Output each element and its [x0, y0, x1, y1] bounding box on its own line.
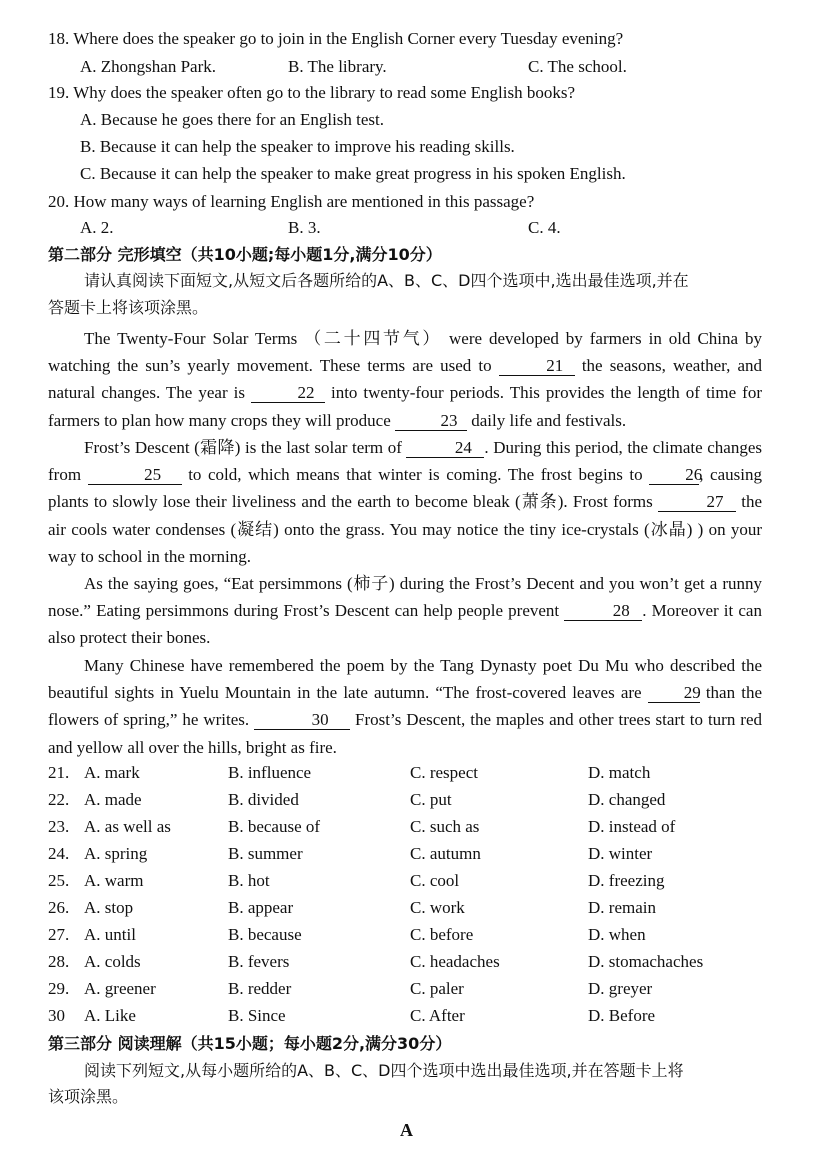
question-19-stem: 19. Why does the speaker often go to the library to read some English books?	[48, 83, 576, 102]
question-20-option-b: B. 3.	[288, 218, 321, 237]
blank-26: 26	[649, 466, 699, 485]
question-18-option-a: A. Zhongshan Park.	[80, 57, 216, 76]
passage-paragraph-2: Frost’s Descent (霜降) is the last solar term of 24 . During this period, the climate changes from 25 to cold, which means that winter is coming. The frost begins to 26, causing plants to slowly lose their liveliness and the earth to become bleak (萧条). Frost forms 27 the air cools water condenses (凝结) onto the grass. You may notice the tiny ice-crystals (冰晶) ) on your way to school in the morning.	[48, 438, 762, 566]
blank-28: 28	[564, 602, 642, 621]
question-20-option-c: C. 4.	[528, 218, 561, 237]
blank-30: 30	[254, 711, 350, 730]
question-20-option-a: A. 2.	[80, 218, 114, 237]
question-18-option-c: C. The school.	[528, 57, 627, 76]
question-18-option-b: B. The library.	[288, 57, 387, 76]
question-19-option-a: A. Because he goes there for an English test.	[80, 110, 385, 129]
question-18-stem: 18. Where does the speaker go to join in the English Corner every Tuesday evening?	[48, 29, 624, 48]
blank-21: 21	[499, 357, 575, 376]
blank-22: 22	[251, 384, 325, 403]
question-19-option-b: B. Because it can help the speaker to improve his reading skills.	[80, 137, 515, 156]
part2-instruction-line2: 答题卡上将该项涂黑。	[48, 298, 209, 317]
passage-label-a: A	[400, 1120, 413, 1140]
passage-paragraph-3: As the saying goes, “Eat persimmons (柿子) during the Frost’s Decent and you won’t get a runny nose.” Eating persimmons during Frost’s Descent can help people prevent 28 . Moreover it can also protect their bones.	[48, 574, 762, 648]
passage-paragraph-1: The Twenty-Four Solar Terms （二十四节气） were developed by farmers in old China by watching the sun’s yearly movement. These terms are used to 21 the seasons, weather, and natural changes. The year is 22 into twenty-four periods. This provides the length of time for farmers to plan how many crops they will produce 23 daily life and festivals.	[48, 329, 762, 430]
passage-paragraph-4: Many Chinese have remembered the poem by the Tang Dynasty poet Du Mu who described the beautiful sights in Yuelu Mountain in the late autumn. “The frost-covered leaves are 29 than the flowers of spring,” he writes. 30 Frost’s Descent, the maples and other trees start to turn red and yellow all over the hills, bright as fire.	[48, 656, 762, 757]
blank-25: 25	[88, 466, 182, 485]
blank-24: 24	[406, 439, 484, 458]
part3-heading: 第三部分 阅读理解（共15小题；每小题2分,满分30分）	[48, 1034, 452, 1053]
blank-29: 29	[648, 684, 700, 703]
question-20-stem: 20. How many ways of learning English are mentioned in this passage?	[48, 192, 535, 211]
part2-heading: 第二部分 完形填空（共10小题;每小题1分,满分10分）	[48, 245, 442, 264]
part3-instruction-line2: 该项涂黑。	[48, 1087, 129, 1106]
part3-instruction-line1: 阅读下列短文,从每小题所给的A、B、C、D四个选项中选出最佳选项,并在答题卡上将	[84, 1061, 684, 1080]
blank-23: 23	[395, 412, 467, 431]
exam-page: 18. Where does the speaker go to join in the English Corner every Tuesday evening? A. Zhongshan Park. B. The library. C. The school. 19. Why does the speaker often go to the library to read some English books? A. Because he goes there for an English test. B. Because it can help the speaker to improve his reading skills. C. Because it can help the speaker to make great progress in his spoken English. 20. How many ways of learning English are mentioned in this passage? A. 2. B. 3. C. 4. 第二部分 完形填空（共10小题;每小题1分,满分10分） 请认真阅读下面短文,从短文后各题所给的A、B、C、D四个选项中,选出最佳选项,并在 答题卡上将该项涂黑。 The Twenty-Four Solar Terms （二十四节气） were developed by farmers in old China by watching the sun’s yearly movement. These terms are used to 21 the seasons, weather, and natural changes. The year is 22 into twenty-four periods. This provides the length of time for farmers to plan how many crops they will produce 23 daily life and festivals. Frost’s Descent (霜降) is the last solar term of 24 . During this period, the climate changes from 25 to cold, which means that winter is coming. The frost begins to 26, causing plants to slowly lose their liveliness and the earth to become bleak (萧条). Frost forms 27 the air cools water condenses (凝结) onto the grass. You may notice the tiny ice-crystals (冰晶) ) on your way to school in the morning. As the saying goes, “Eat persimmons (柿子) during the Frost’s Decent and you won’t get a runny nose.” Eating persimmons during Frost’s Descent can help people prevent 28 . Moreover it can also protect their bones. Many Chinese have remembered the poem by the Tang Dynasty poet Du Mu who described the beautiful sights in Yuelu Mountain in the late autumn. “The frost-covered leaves are 29 than the flowers of spring,” he writes. 30 Frost’s Descent, the maples and other trees start to turn red and yellow all over the hills, bright as fire. 21. A. mark B. influence C. respect D. match 22. A. made B. divided C. put D. changed 23. A. as well as B. because of C. such as D. instead of 24. A. spring B. summer C. autumn D. winter 25. A. warm B. hot C. cool D. freezing 26. A. stop B. appear C. work D. remain 27. A. until B. because C. before D. when 28. A. colds B. fevers C. headaches D. stomachaches 29. A. greener B. redder C. paler D. greyer 30 A. Like B. Since C. After D. Before 第三部分 阅读理解（共15小题；每小题2分,满分30分） 阅读下列短文,从每小题所给的A、B、C、D四个选项中选出最佳选项,并在答题卡上将 该项涂黑。 A	[48, 29, 762, 1140]
part2-instruction-line1: 请认真阅读下面短文,从短文后各题所给的A、B、C、D四个选项中,选出最佳选项,并在	[84, 271, 689, 290]
question-19-option-c: C. Because it can help the speaker to make great progress in his spoken English.	[80, 164, 626, 183]
blank-27: 27	[658, 493, 736, 512]
